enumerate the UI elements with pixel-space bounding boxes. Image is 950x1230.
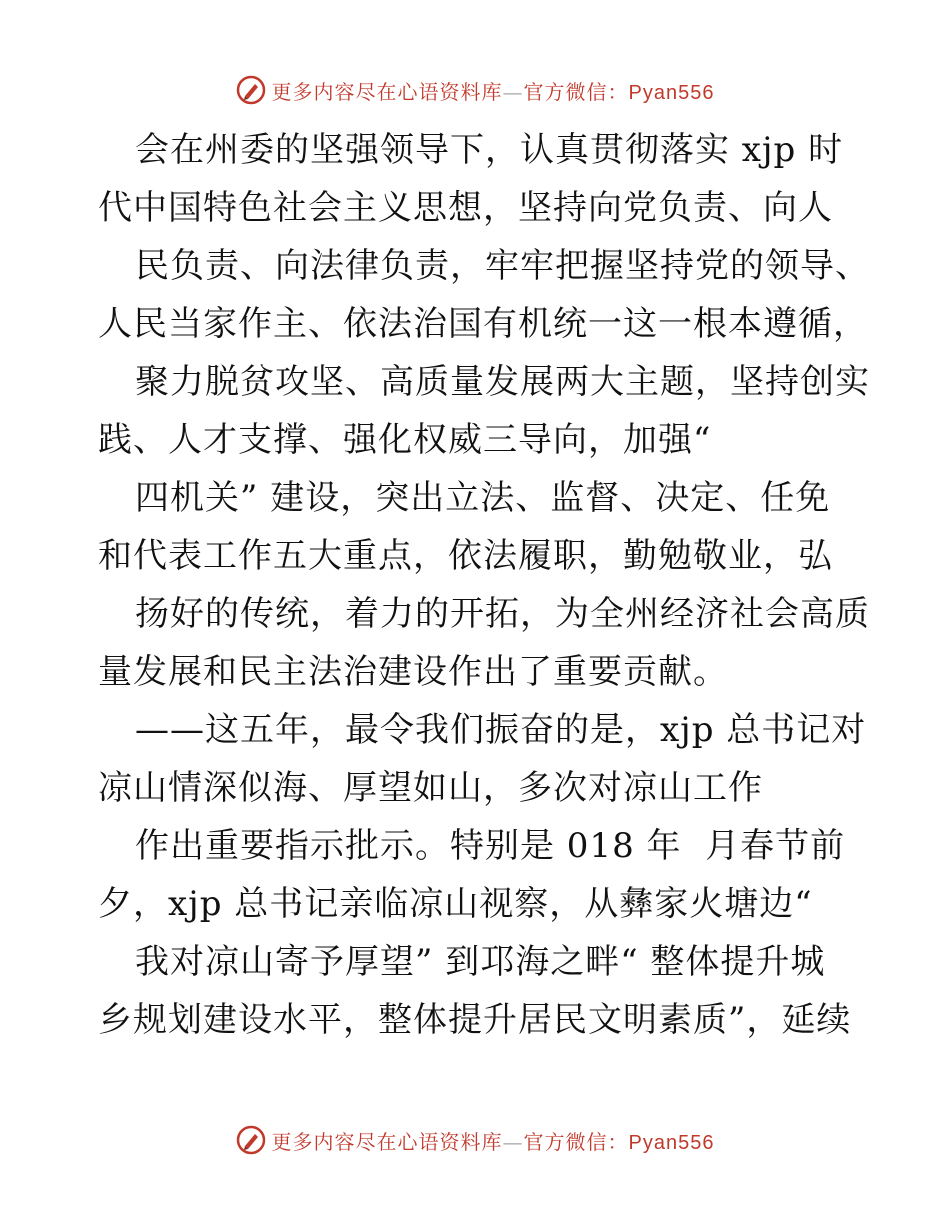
- body-line: 践、人才支撑、强化权威三导向，加强“: [98, 420, 712, 460]
- header-banner-wechat-label: 官方微信：: [523, 79, 629, 104]
- body-line: 量发展和民主法治建设作出了重要贡献。: [98, 652, 728, 692]
- body-line: 和代表工作五大重点，依法履职，勤勉敬业，弘: [98, 536, 833, 576]
- body-line: 凉山情深似海、厚望如山，多次对凉山工作: [98, 768, 763, 808]
- body-line: 作出重要指示批示。特别是 018 年 月春节前: [135, 826, 846, 866]
- body-line: 民负责、向法律负责，牢牢把握坚持党的领导、: [135, 246, 870, 286]
- body-line: 聚力脱贫攻坚、高质量发展两大主题，坚持创实: [135, 362, 870, 402]
- body-line: 乡规划建设水平，整体提升居民文明素质”，延续: [98, 1000, 852, 1040]
- body-line: 人民当家作主、依法治国有机统一这一根本遵循，: [98, 304, 868, 344]
- header-banner-dash: —: [502, 79, 524, 104]
- footer-banner-main: 更多内容尽在心语资料库: [271, 1129, 503, 1154]
- body-line: ——这五年，最令我们振奋的是，xjp 总书记对: [135, 710, 867, 750]
- body-line: 四机关” 建设，突出立法、监督、决定、任免: [135, 478, 831, 518]
- footer-banner-wechat-id: Pyan556: [628, 1131, 715, 1154]
- header-banner-wechat-id: Pyan556: [628, 81, 715, 104]
- footer-banner-wechat-label: 官方微信：: [523, 1129, 629, 1154]
- footer-watermark-banner: [0, 1120, 950, 1160]
- header-banner-main: 更多内容尽在心语资料库: [271, 79, 503, 104]
- body-line: 会在州委的坚强领导下，认真贯彻落实 xjp 时: [135, 130, 844, 170]
- body-line: 代中国特色社会主义思想，坚持向党负责、向人: [98, 188, 833, 228]
- footer-banner-text: [272, 1126, 715, 1155]
- body-line: 夕，xjp 总书记亲临凉山视察，从彝家火塘边“: [98, 884, 813, 924]
- footer-banner-dash: —: [502, 1129, 524, 1154]
- body-line: 扬好的传统，着力的开拓，为全州经济社会高质: [135, 594, 870, 634]
- body-line: 我对凉山寄予厚望” 到邛海之畔“ 整体提升城: [135, 942, 826, 982]
- pen-logo-icon: [236, 1125, 266, 1155]
